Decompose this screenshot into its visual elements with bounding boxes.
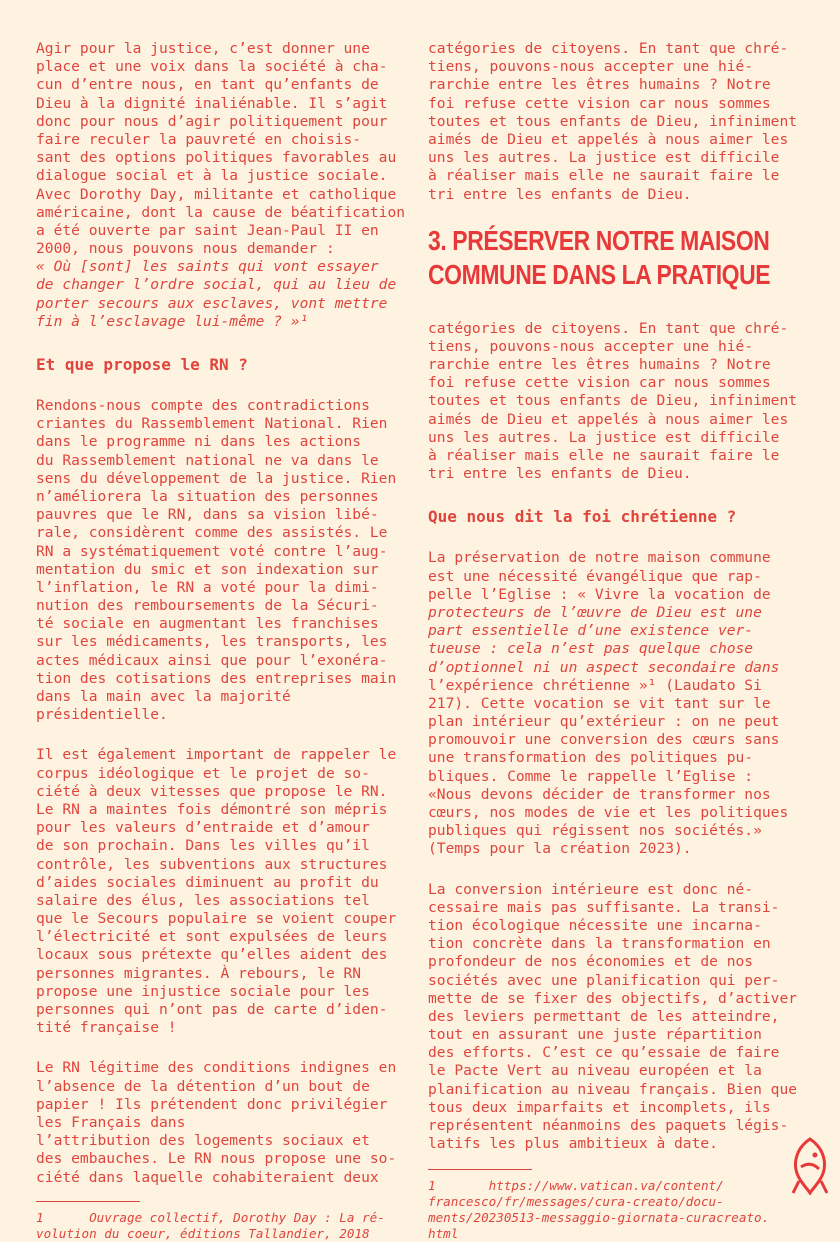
text-line: pauvres que le RN, dans sa vision libé- [36, 506, 379, 524]
text-line: d’optionnel ni un aspect secondaire dans [428, 658, 780, 676]
text-line: des efforts. C’est ce qu’essaie de faire [428, 1044, 780, 1062]
text-line: que le Secours populaire se voient couper [36, 910, 397, 928]
footnote-line: 1 https://www.vatican.va/content/ [428, 1178, 724, 1194]
intro-paragraph [36, 40, 406, 258]
dorothy-day-quote [36, 258, 396, 331]
text-line: américaine, dont la cause de béatification [36, 203, 406, 221]
text-line: locaux sous prétexte qu’elles aident des [36, 946, 388, 964]
fish-logo-icon [787, 1137, 833, 1195]
text-line: bliques. Comme le rappelle l’Eglise : [428, 767, 754, 785]
text-line: dans la main avec la majorité [36, 688, 291, 705]
text-line: cœurs, nos modes de vie et les politiques [428, 804, 789, 821]
section-title-line: 3. PRÉSERVER NOTRE MAISON [428, 224, 770, 256]
text-line: tous deux imparfaits et incomplets, ils [428, 1098, 771, 1116]
text-line: uns les autres. La justice est difficile [428, 428, 780, 446]
text-line: sens du développement de la justice. Rien [36, 469, 397, 487]
text-line: toutes et tous enfants de Dieu, infiniment [428, 392, 798, 410]
text-line: La conversion intérieure est donc né- [428, 880, 754, 898]
right-repeat-paragraph [428, 319, 798, 484]
footnote-line: 1 Ouvrage collectif, Dorothy Day : La ré- [36, 1209, 385, 1225]
text-line: place et une voix dans la société à cha- [36, 58, 388, 76]
text-line: pelle l’Eglise : « Vivre la vocation de [428, 585, 771, 603]
text-line: faire reculer la pauvreté en choisis- [36, 130, 362, 148]
footnote-line: ments/20230513-messaggio-giornata-curacreato. [428, 1210, 770, 1226]
footnote-left [36, 1210, 396, 1242]
text-line: sur les médicaments, les transports, les [36, 633, 388, 651]
text-line: personnes migrantes. À rebours, le RN [36, 964, 362, 982]
foi-paragraph-1 [428, 549, 788, 858]
quote-line: porter secours aux esclaves, vont mettre [36, 294, 388, 312]
text-line: du Rassemblement national ne va dans le [36, 451, 379, 469]
text-line: té sociale en augmentant les franchises [36, 615, 379, 633]
text-line: tout en assurant une juste répartition [428, 1026, 762, 1044]
text-line: part essentielle d’une existence ver- [428, 622, 754, 640]
text-line: dans le programme ni dans les actions [36, 433, 362, 451]
text-line: l’attribution des logements sociaux et [36, 1132, 370, 1150]
section-title-line: COMMUNE DANS LA PRATIQUE [428, 258, 771, 290]
text-line: donc pour nous d’agir politiquement pour [36, 112, 388, 130]
text-line: est une nécessité évangélique que rap- [428, 567, 762, 585]
text-line: 2000, nous pouvons nous demander : [36, 240, 335, 258]
text-line: l’absence de la détention d’un bout de [36, 1077, 370, 1095]
subheading-foi: Que nous dit la foi chrétienne ? [428, 507, 737, 527]
text-line: toutes et tous enfants de Dieu, infiniment [428, 112, 798, 130]
text-line: corpus idéologique et le projet de so- [36, 764, 370, 782]
text-line: une transformation des politiques pu- [428, 749, 754, 767]
foi-paragraph-2 [428, 880, 798, 1154]
text-line: sant des options politiques favorables au [36, 149, 397, 167]
text-line: le Pacte Vert au niveau européen et la [428, 1062, 762, 1080]
footnote-divider [36, 1201, 140, 1202]
text-line: sociétés avec une planification qui per- [428, 971, 780, 989]
text-line: RN a systématiquement voté contre l’aug- [36, 542, 388, 560]
text-line: tion des cotisations des entreprises main [36, 669, 397, 687]
text-line: tion écologique nécessite une incarna- [428, 916, 762, 934]
text-line: Rendons-nous compte des contradictions [36, 397, 370, 414]
text-line: aimés de Dieu et appelés à nous aimer les [428, 410, 789, 428]
text-line: protecteurs de l’œuvre de Dieu est une [428, 603, 762, 621]
text-line: Avec Dorothy Day, militante et catholique [36, 185, 397, 203]
text-line: à réaliser mais elle ne saurait faire le [428, 447, 780, 464]
text-line: papier ! Ils prétendent donc privilégier [36, 1095, 388, 1113]
quote-line: fin à l’esclavage lui-même ? »¹ [36, 312, 309, 330]
text-line: l’électricité et sont expulsées de leurs [36, 928, 388, 946]
text-line: foi refuse cette vision car nous sommes [428, 94, 771, 112]
text-line: publiques qui régissent nos sociétés.» [428, 822, 762, 840]
footnote-line: html [428, 1226, 459, 1242]
text-line: pour les valeurs d’entraide et d’amour [36, 819, 370, 837]
text-line: personnes qui n’ont pas de carte d’iden- [36, 1001, 388, 1018]
text-line: cessaire mais pas suffisante. La transi- [428, 898, 780, 916]
text-line: représentent néanmoins des paquets légis- [428, 1117, 789, 1134]
footnote-right [428, 1178, 788, 1242]
text-line: latifs les plus ambitieux à date. [428, 1135, 718, 1153]
text-line: contrôle, les subventions aux structures [36, 855, 388, 873]
section-title [428, 224, 788, 292]
text-line: a été ouverte par saint Jean-Paul II en [36, 221, 379, 239]
text-line: d’aides sociales diminuent au profit du [36, 873, 379, 891]
text-line: mette de se fixer des objectifs, d’activer [428, 989, 798, 1007]
text-line: rarchie entre les êtres humains ? Notre [428, 356, 771, 374]
text-line: ciété à deux vitesses que propose le RN. [36, 782, 388, 800]
text-line: tiens, pouvons-nous accepter une hié- [428, 58, 754, 76]
text-line: planification au niveau français. Bien que [428, 1080, 798, 1098]
text-line: rale, considèrent comme des assistés. Le [36, 524, 388, 542]
rn-paragraph-2 [36, 746, 396, 1037]
quote-line: « Où [sont] les saints qui vont essayer [36, 258, 379, 276]
text-line: Dieu à la dignité inaliénable. Il s’agit [36, 94, 388, 112]
text-line: promouvoir une conversion des cœurs sans [428, 731, 780, 749]
rn-paragraph-3 [36, 1059, 396, 1186]
footnote-divider [428, 1169, 532, 1170]
text-line: «Nous devons décider de transformer nos [428, 785, 771, 803]
text-line: profondeur de nos économies et de nos [428, 953, 754, 971]
text-line: l’inflation, le RN a voté pour la dimi- [36, 578, 379, 596]
text-line: à réaliser mais elle ne saurait faire le [428, 167, 780, 185]
text-line: catégories de citoyens. En tant que chré- [428, 40, 789, 57]
text-line: uns les autres. La justice est difficile [428, 149, 780, 167]
text-line: aimés de Dieu et appelés à nous aimer les [428, 130, 789, 148]
text-line: tri entre les enfants de Dieu. [428, 465, 692, 483]
text-line: Le RN a maintes fois démontré son mépris [36, 800, 388, 818]
text-line: tion concrète dans la transformation en [428, 935, 771, 953]
right-top-paragraph [428, 40, 798, 204]
text-line: des leviers permettant de les atteindre, [428, 1007, 780, 1025]
text-line: criantes du Rassemblement National. Rien [36, 415, 388, 433]
text-line: tueuse : cela n’est pas quelque chose [428, 640, 754, 658]
left-column [36, 0, 406, 1242]
text-line: rarchie entre les êtres humains ? Notre [428, 76, 771, 94]
text-line: des embauches. Le RN nous propose une so- [36, 1150, 397, 1168]
text-line: catégories de citoyens. En tant que chré- [428, 319, 789, 337]
text-line: Le RN légitime des conditions indignes en [36, 1059, 397, 1077]
text-line: plan intérieur qu’extérieur : on ne peut [428, 713, 780, 731]
text-line: tri entre les enfants de Dieu. [428, 185, 692, 203]
text-line: ciété dans laquelle cohabiteraient deux [36, 1168, 379, 1186]
text-line: Agir pour la justice, c’est donner une [36, 40, 370, 57]
text-line: salaire des élus, les associations tel [36, 891, 370, 909]
text-line: les Français dans [36, 1113, 186, 1131]
text-line: 217). Cette vocation se vit tant sur le [428, 694, 771, 712]
quote-line: de changer l’ordre social, qui au lieu de [36, 276, 397, 294]
text-line: dialogue social et à la justice sociale. [36, 167, 388, 185]
text-line: actes médicaux ainsi que pour l’exonéra- [36, 651, 388, 669]
rn-paragraph-1 [36, 397, 396, 724]
text-line: cun d’entre nous, en tant qu’enfants de [36, 76, 379, 94]
subheading-rn: Et que propose le RN ? [36, 355, 248, 374]
text-line: de son prochain. Dans les villes qu’il [36, 837, 370, 855]
text-line: tiens, pouvons-nous accepter une hié- [428, 337, 754, 355]
text-line: l’expérience chrétienne »¹ (Laudato Si [428, 676, 762, 694]
text-line: mentation du smic et son indexation sur [36, 560, 379, 578]
text-line: nution des remboursements de la Sécuri- [36, 597, 379, 615]
text-line: (Temps pour la création 2023). [428, 840, 692, 858]
right-column [428, 0, 798, 1242]
text-line: présidentielle. [36, 706, 168, 724]
footnote-line: volution du coeur, éditions Tallandier, 2018 [36, 1225, 370, 1241]
text-line: La préservation de notre maison commune [428, 549, 771, 567]
text-line: Il est également important de rappeler le [36, 746, 397, 764]
text-line: propose une injustice sociale pour les [36, 982, 370, 1000]
footnote-line: francesco/fr/messages/cura-creato/docu- [428, 1194, 724, 1210]
text-line: foi refuse cette vision car nous sommes [428, 374, 771, 392]
text-line: tité française ! [36, 1019, 177, 1037]
text-line: n’améliorera la situation des personnes [36, 487, 379, 505]
